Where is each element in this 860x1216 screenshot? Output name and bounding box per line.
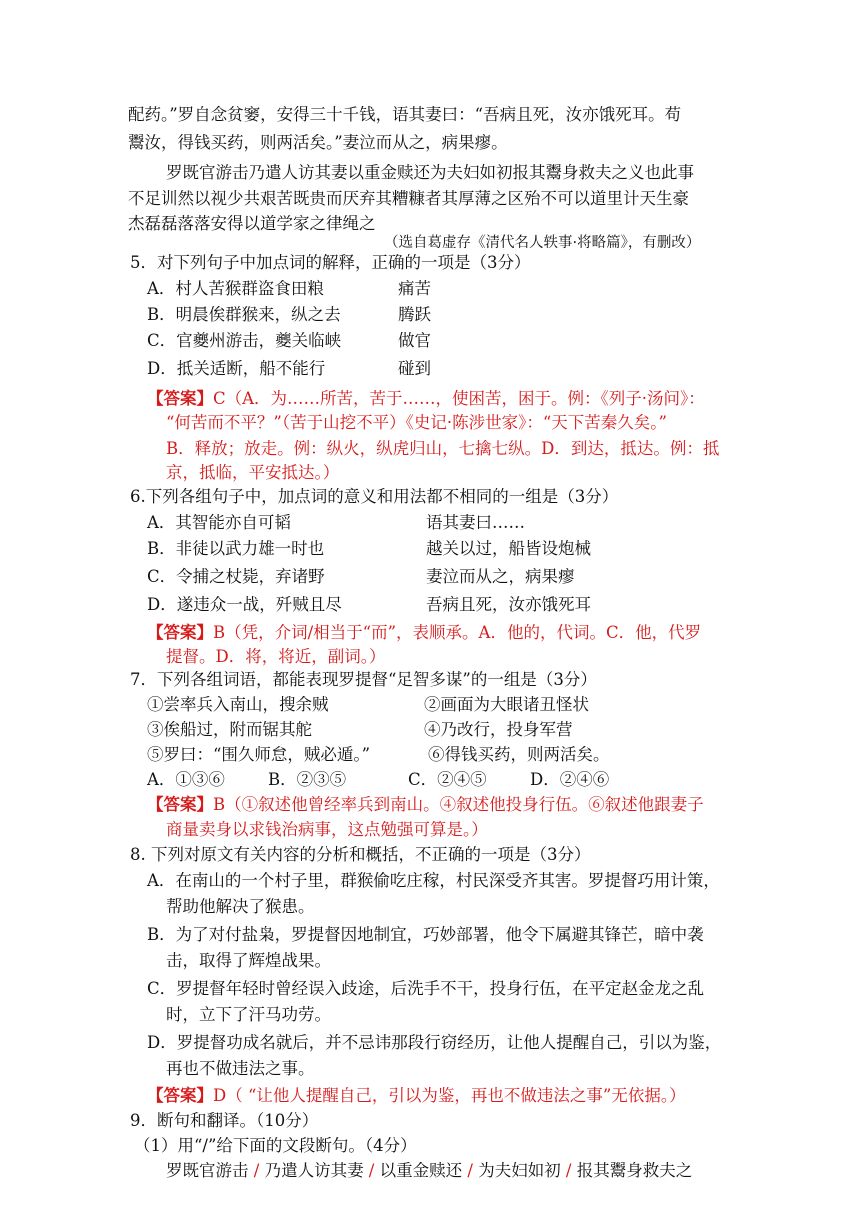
q5-option-d: D．抵关适断，船不能行 (147, 359, 326, 378)
q7-choice-d: D．②④⑥ (530, 770, 610, 789)
q5-option-a: A．村人苦猴群盗食田粮 (147, 279, 324, 298)
q6-answer-1 (147, 620, 701, 646)
q5-option-b: B．明晨俟群猴来，纵之去 (147, 305, 341, 324)
q5-option-c: C．官夔州游击，夔关临峡 (147, 331, 342, 350)
q9-slash-3: / (462, 1161, 479, 1180)
intro-line-2: 鬻汝，得钱买药，则两活矣。”妻泣而从之，病果瘳。 (128, 133, 508, 152)
q7-choice-b: B．②③⑤ (268, 770, 347, 789)
q7-item-1: ①尝率兵入南山，搜余贼 (147, 695, 329, 714)
q7-item-3: ③俟船过，附而锯其舵 (147, 720, 312, 739)
q7-item-5: ⑤罗曰：“围久师怠，贼必遁。” (147, 745, 371, 764)
q8-option-b-1: B．为了对付盐枭，罗提督因地制宜，巧妙部署，他令下属避其锋芒，暗中袭 (147, 925, 704, 944)
q7-answer-1 (147, 792, 704, 818)
q5-answer-tag: 【答案】 (147, 389, 213, 408)
q8-option-c-2: 时，立下了汗马功劳。 (166, 1005, 331, 1024)
q8-answer-text-1: D（ “让他人提醒自己，引以为鉴，再也不做违法之事”无依据。） (213, 1086, 686, 1105)
q6-row-d-right: 吾病且死，汝亦饿死耳 (426, 595, 591, 614)
passage-line-2: 不足训然以视少共艰苦既贵而厌弃其糟糠者其厚薄之区殆不可以道里计天生豪 (128, 189, 689, 208)
q9-segment-1: 罗既官游击 (166, 1161, 249, 1180)
q9-segment-5: 报其鬻身救夫之 (576, 1161, 693, 1180)
q7-answer-text-1: B（①叙述他曾经率兵到南山。④叙述他投身行伍。⑥叙述他跟妻子 (213, 795, 704, 814)
q7-item-6: ⑥得钱买药，则两活矣。 (428, 745, 610, 764)
q6-answer-tag: 【答案】 (147, 623, 213, 642)
q9-slash-4: / (560, 1161, 577, 1180)
q5-answer-3: B．释放；放走。例：纵火，纵虎归山，七擒七纵。D．到达，抵达。例：抵 (166, 439, 720, 458)
q5-answer-text-1: C（A．为……所苦，苦于……，使困苦，困于。例：《列子·汤问》： (213, 389, 705, 408)
q7-item-2: ②画面为大眼诸丑怪状 (424, 695, 589, 714)
q5-answer-1 (147, 386, 705, 412)
q5-stem: 5．对下列句子中加点词的解释，正确的一项是（3分） (130, 253, 531, 272)
q6-answer-2: 提督。D．将，将近，副词。） (166, 647, 386, 666)
passage-line-3: 杰磊磊落落安得以道学家之律绳之 (128, 214, 376, 233)
q8-answer-tag: 【答案】 (147, 1086, 213, 1105)
q8-option-a-1: A．在南山的一个村子里，群猴偷吃庄稼，村民深受齐其害。罗提督巧用计策， (147, 871, 720, 890)
q7-stem: 7．下列各组词语，都能表现罗提督“足智多谋”的一组是（3分） (130, 670, 597, 689)
q6-row-c-right: 妻泣而从之，病果瘳 (426, 567, 575, 586)
passage-line-1: 罗既官游击乃遣人访其妻以重金赎还为夫妇如初报其鬻身救夫之义也此事 (166, 163, 694, 182)
q7-choice-a: A．①③⑥ (147, 770, 225, 789)
q9-stem: 9．断句和翻译。（10分） (130, 1111, 319, 1130)
q9-segment-3: 以重金赎还 (379, 1161, 463, 1180)
q8-stem: 8. 下列对原文有关内容的分析和概括，不正确的一项是（3分） (130, 845, 591, 864)
q7-item-4: ④乃改行，投身军营 (424, 720, 573, 739)
q5-answer-4: 京，抵临，平安抵达。） (166, 463, 340, 482)
q8-option-d-1: D．罗提督功成名就后，并不忌讳那段行窃经历，让他人提醒自己，引以为鉴， (147, 1033, 722, 1052)
q9-segment-2: 乃遣人访其妻 (264, 1161, 364, 1180)
intro-line-1: 配药。”罗自念贫窭，安得三十千钱，语其妻曰：“吾病且死，汝亦饿死耳。苟 (128, 105, 682, 124)
q8-option-d-2: 再也不做违法之事。 (166, 1059, 315, 1078)
q5-gloss-b: 腾跃 (398, 305, 431, 324)
q6-row-a-right: 语其妻曰…… (426, 513, 525, 532)
q6-answer-text-1: B（凭，介词/相当于“而”，表顺承。A．他的，代词。C．他，代罗 (213, 623, 702, 642)
q9-sub-1: （1）用“/”给下面的文段断句。（4分） (134, 1136, 417, 1155)
q8-option-b-2: 击，取得了辉煌战果。 (166, 951, 331, 970)
q6-row-d-left: D．遂违众一战，歼贼且尽 (147, 595, 342, 614)
q5-gloss-a: 痛苦 (398, 279, 431, 298)
q8-option-a-2: 帮助他解决了猴患。 (166, 897, 315, 916)
q9-slash-1: / (248, 1161, 265, 1180)
q9-segmented-line (166, 1158, 692, 1184)
q7-answer-tag: 【答案】 (147, 795, 213, 814)
q5-gloss-c: 做官 (398, 331, 431, 350)
q9-segment-4: 为夫妇如初 (478, 1161, 561, 1180)
q6-stem: 6.下列各组句子中，加点词的意义和用法都不相同的一组是（3分） (130, 487, 619, 506)
q7-answer-2: 商量卖身以求钱治病事，这点勉强可算是。） (166, 820, 488, 839)
q9-slash-2: / (363, 1161, 380, 1180)
q6-row-c-left: C．令捕之杖毙，弃诸野 (147, 567, 325, 586)
q8-option-c-1: C．罗提督年轻时曾经误入歧途，后洗手不干，投身行伍，在平定赵金龙之乱 (147, 979, 705, 998)
q5-answer-2: “何苦而不平？”（苦于山挖不平）《史记·陈涉世家》：“天下苦秦久矣。” (166, 413, 667, 432)
q6-row-b-right: 越关以过，船皆设炮械 (426, 539, 591, 558)
q5-gloss-d: 碰到 (398, 359, 431, 378)
q7-choice-c: C．②④⑤ (408, 770, 487, 789)
q6-row-b-left: B．非徒以武力雄一时也 (147, 539, 325, 558)
source-citation: （选自葛虚存《清代名人轶事·将略篇》，有删改） (384, 235, 701, 251)
q6-row-a-left: A．其智能亦自可韬 (147, 513, 291, 532)
q8-answer-1 (147, 1083, 686, 1109)
